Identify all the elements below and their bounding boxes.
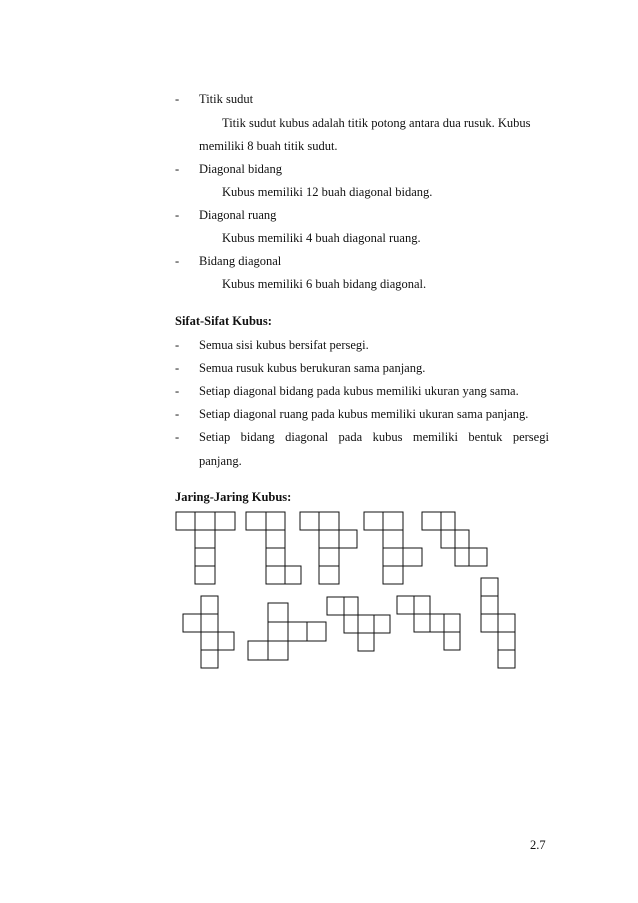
word: memiliki [412, 430, 458, 444]
cube-net-7 [248, 603, 326, 660]
list-dash: - [175, 430, 180, 444]
list-dash: - [175, 384, 180, 398]
list-dash: - [175, 338, 180, 352]
sifat-point-continuation: panjang. [199, 454, 242, 468]
item-title-titik-sudut: Titik sudut [199, 92, 254, 106]
cube-net-2 [246, 512, 301, 584]
list-dash: - [175, 162, 180, 176]
sifat-point: Semua rusuk kubus berukuran sama panjang. [199, 361, 426, 375]
item-title-diagonal-ruang: Diagonal ruang [199, 208, 277, 222]
list-dash: - [175, 208, 180, 222]
list-dash: - [175, 407, 180, 421]
word: Setiap [199, 430, 231, 444]
cube-net-5 [422, 512, 487, 566]
cube-net-8 [327, 597, 390, 651]
list-dash: - [175, 361, 180, 375]
word: diagonal [285, 430, 329, 444]
cube-net-6 [183, 596, 234, 668]
item-title-diagonal-bidang: Diagonal bidang [199, 162, 282, 176]
list-dash: - [175, 254, 180, 268]
item-desc-titik-sudut-line2: memiliki 8 buah titik sudut. [199, 139, 338, 153]
item-desc-diagonal-bidang: Kubus memiliki 12 buah diagonal bidang. [222, 185, 433, 199]
item-title-bidang-diagonal: Bidang diagonal [199, 254, 282, 268]
sifat-point: Setiap diagonal bidang pada kubus memiliki ukuran yang sama. [199, 384, 519, 398]
cube-net-9 [397, 596, 460, 650]
sifat-point: Semua sisi kubus bersifat persegi. [199, 338, 369, 352]
word: bentuk [468, 430, 503, 444]
cube-net-10 [481, 578, 515, 668]
word: bidang [240, 430, 275, 444]
list-dash: - [175, 92, 180, 106]
section-heading-jaring: Jaring-Jaring Kubus: [175, 490, 292, 504]
cube-net-4 [364, 512, 422, 584]
item-desc-titik-sudut-line1: Titik sudut kubus adalah titik potong antara dua rusuk. Kubus [222, 116, 531, 130]
cube-net-3 [300, 512, 357, 584]
section-heading-sifat: Sifat-Sifat Kubus: [175, 314, 272, 328]
sifat-point: Setiap diagonal ruang pada kubus memiliki ukuran sama panjang. [199, 407, 529, 421]
item-desc-bidang-diagonal: Kubus memiliki 6 buah bidang diagonal. [222, 277, 427, 291]
page-number: 2.7 [530, 838, 546, 852]
cube-net-1 [176, 512, 235, 584]
item-desc-diagonal-ruang: Kubus memiliki 4 buah diagonal ruang. [222, 231, 421, 245]
word: persegi [512, 430, 549, 444]
word: kubus [372, 430, 403, 444]
word: pada [338, 430, 363, 444]
